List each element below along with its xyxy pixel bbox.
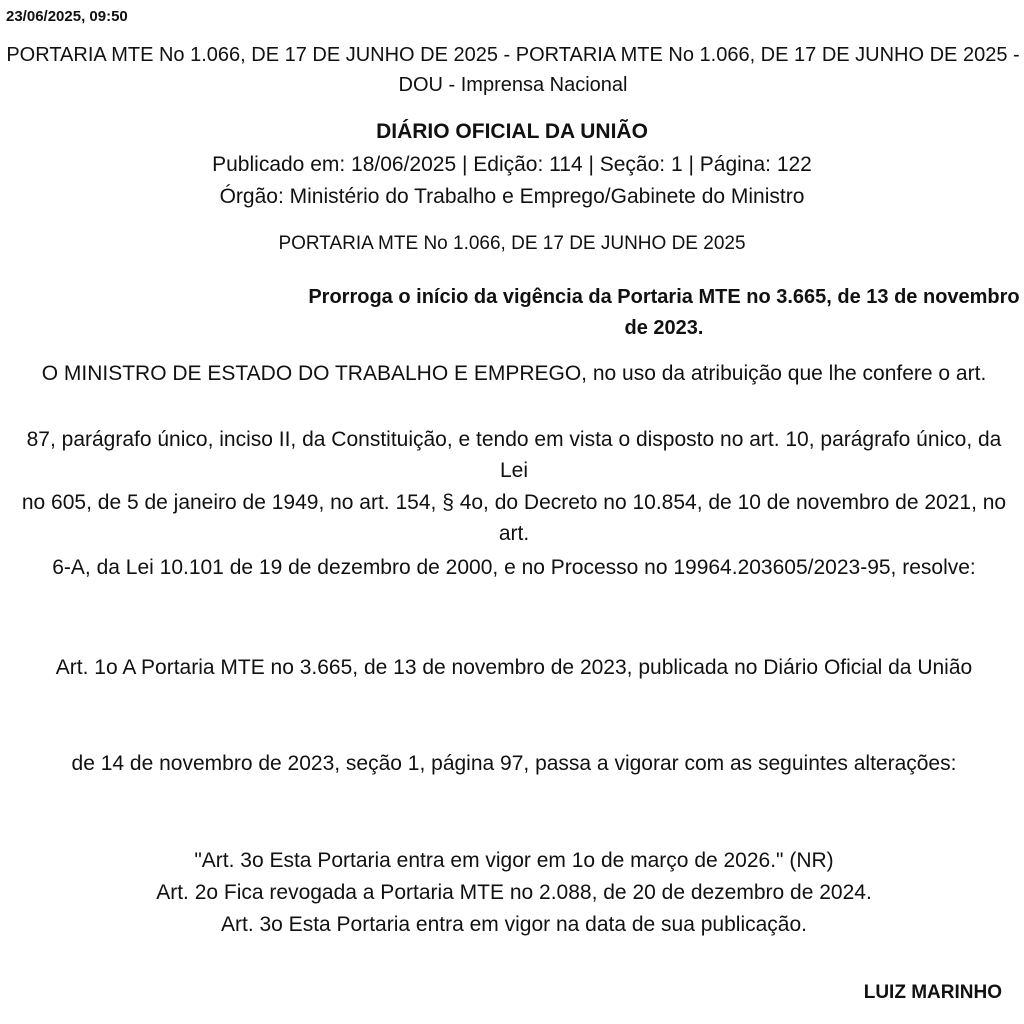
amended-article-3: "Art. 3o Esta Portaria entra em vigor em 1o de março de 2026." (NR)	[194, 849, 834, 872]
article-2: Art. 2o Fica revogada a Portaria MTE no 2.088, de 20 de dezembro de 2024.	[156, 881, 872, 904]
dou-title: DIÁRIO OFICIAL DA UNIÃO	[376, 120, 648, 143]
organ-info: Órgão: Ministério do Trabalho e Emprego/Gabinete do Ministro	[219, 185, 805, 208]
ementa: Prorroga o início da vigência da Portaria MTE no 3.665, de 13 de novembro de 2023.	[308, 286, 1020, 339]
article-3: Art. 3o Esta Portaria entra em vigor na data de sua publicação.	[220, 913, 807, 936]
document-header-title: PORTARIA MTE No 1.066, DE 17 DE JUNHO DE 2025 - PORTARIA MTE No 1.066, DE 17 DE JUNHO DE 2025 - DOU - Imprensa Nacional	[6, 44, 1020, 96]
article-1: Art. 1o A Portaria MTE no 3.665, de 13 de novembro de 2023, publicada no Diário Oficial da União	[55, 656, 973, 679]
body-paragraph-4: 6-A, da Lei 10.101 de 19 de dezembro de 2000, e no Processo no 19964.203605/2023-95, resolve:	[52, 556, 976, 579]
body-paragraph-2: 87, parágrafo único, inciso II, da Constituição, e tendo em vista o disposto no art. 10, parágrafo único, da Lei	[26, 428, 1002, 482]
body-paragraph-3: no 605, de 5 de janeiro de 1949, no art. 154, § 4o, do Decreto no 10.854, de 10 de novembro de 2021, no art.	[21, 491, 1007, 545]
signature-name: LUIZ MARINHO	[863, 982, 1002, 1003]
print-timestamp: 23/06/2025, 09:50	[6, 8, 128, 25]
article-1-continuation: de 14 de novembro de 2023, seção 1, página 97, passa a vigorar com as seguintes alterações:	[71, 752, 957, 775]
body-paragraph-1: O MINISTRO DE ESTADO DO TRABALHO E EMPREGO, no uso da atribuição que lhe confere o art.	[41, 362, 987, 385]
portaria-title: PORTARIA MTE No 1.066, DE 17 DE JUNHO DE 2025	[278, 233, 746, 254]
publication-info: Publicado em: 18/06/2025 | Edição: 114 | Seção: 1 | Página: 122	[212, 153, 812, 176]
